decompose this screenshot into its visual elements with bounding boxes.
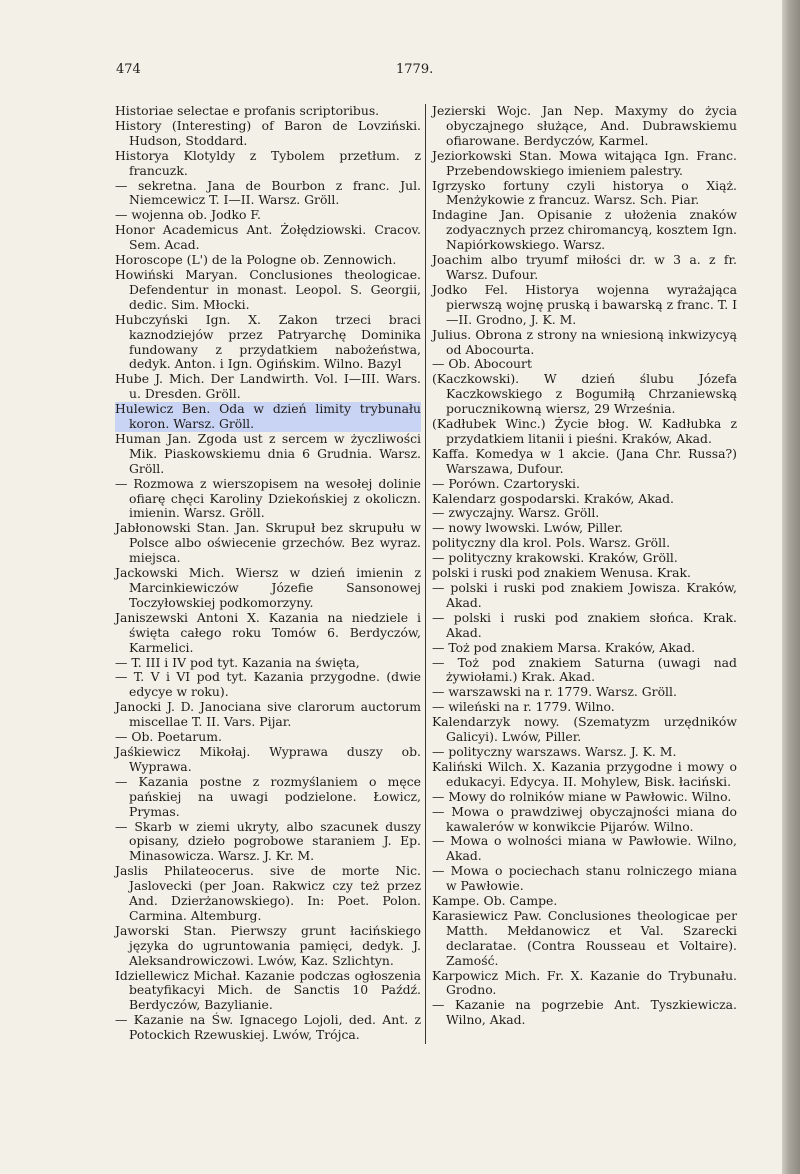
bibliography-entry: Kampe. Ob. Campe. xyxy=(432,893,558,909)
bibliography-entry: (Kaczkowski). W dzień ślubu Józefa Kaczkowskiego z Bogumiłą Chrzaniewską porucznikowną wiersz, 29 Września. xyxy=(432,371,737,417)
bibliography-entry: Karpowicz Mich. Fr. X. Kazanie do Trybunału. Grodno. xyxy=(432,967,737,998)
bibliography-entry: polski i ruski pod znakiem Wenusa. Krak. xyxy=(432,565,691,581)
bibliography-entry: Kalendarzyk nowy. (Szematyzm urzędników Galicyi). Lwów, Piller. xyxy=(432,714,737,745)
bibliography-entry: — polityczny krakowski. Kraków, Gröll. xyxy=(432,550,678,566)
bibliography-entry: Jeziorkowski Stan. Mowa witająca Ign. Franc. Przebendowskiego imieniem palestry. xyxy=(432,147,737,178)
bibliography-entry: polityczny dla krol. Pols. Warsz. Gröll. xyxy=(432,535,671,551)
bibliography-entry: Honor Academicus Ant. Żołędziowski. Cracov. Sem. Acad. xyxy=(115,222,421,253)
bibliography-entry: — Mowy do rolników miane w Pawłowic. Wilno. xyxy=(432,788,732,804)
bibliography-entry: — Mowa o prawdziwej obyczajności miana do kawalerów w konwikcie Pijarów. Wilno. xyxy=(432,803,737,834)
bibliography-entry: — T. III i IV pod tyt. Kazania na święta, xyxy=(115,654,360,670)
bibliography-entry: — Kazanie na Św. Ignacego Lojoli, ded. Ant. z Potockich Rzewuskiej. Lwów, Trójca. xyxy=(115,1012,421,1043)
bibliography-entry: Jaśkiewicz Mikołaj. Wyprawa duszy ob. Wyprawa. xyxy=(115,743,421,774)
bibliography-entry: (Kadłubek Winc.) Życie błog. W. Kadłubka z przydatkiem litanii i pieśni. Kraków, Akad. xyxy=(432,416,737,446)
bibliography-entry: — zwyczajny. Warsz. Gröll. xyxy=(432,505,600,521)
book-page-edge xyxy=(782,0,800,1174)
bibliography-entry: Janocki J. D. Janociana sive clarorum auctorum miscellae T. II. Vars. Pijar. xyxy=(115,699,421,730)
left-column xyxy=(115,104,421,1043)
bibliography-entry: Jackowski Mich. Wiersz w dzień imienin z Marcinkiewiczów Józefie Sansonowej Toczyłowskiej podkomorzyny. xyxy=(115,565,421,610)
bibliography-entry: Jabłonowski Stan. Jan. Skrupuł bez skrupułu w Polsce albo oświecenie grzechów. Bez wyraz. miejsca. xyxy=(115,520,421,566)
bibliography-entry: History (Interesting) of Baron de Lovziński. Hudson, Stoddard. xyxy=(115,117,421,148)
bibliography-entry: Hube J. Mich. Der Landwirth. Vol. I—III. Wars. u. Dresden. Gröll. xyxy=(115,371,421,402)
bibliography-entry: Jezierski Wojc. Jan Nep. Maxymy do życia obyczajnego służące, And. Dubrawskiemu ofiarowane. Berdyczów, Karmel. xyxy=(432,103,737,148)
bibliography-entry: — Mowa o pociechach stanu rolniczego miana w Pawłowie. xyxy=(432,863,737,894)
bibliography-entry: — Ob. Poetarum. xyxy=(115,729,222,745)
bibliography-entry: Kaffa. Komedya w 1 akcie. (Jana Chr. Russa?) Warszawa, Dufour. xyxy=(432,445,737,476)
page-header xyxy=(116,62,726,84)
bibliography-entry: — polityczny warszaws. Warsz. J. K. M. xyxy=(432,743,677,759)
bibliography-entry: — Ob. Abocourt xyxy=(432,356,532,372)
bibliography-entry: — Toż pod znakiem Marsa. Kraków, Akad. xyxy=(432,639,696,655)
highlighted-entry[interactable]: Hulewicz Ben. Oda w dzień limity trybunału koron. Warsz. Gröll. xyxy=(115,401,421,432)
bibliography-entry: Janiszewski Antoni X. Kazania na niedziele i święta całego roku Tomów 6. Berdyczów, Karmelici. xyxy=(115,609,421,655)
bibliography-entry: — wojenna ob. Jodko F. xyxy=(115,207,261,223)
bibliography-entry: — wileński na r. 1779. Wilno. xyxy=(432,699,615,715)
bibliography-entry: Jaworski Stan. Pierwszy grunt łacińskiego języka do ugruntowania pamięci, dedyk. J. Aleksandrowiczowi. Lwów, Kaz. Szlichtyn. xyxy=(115,922,421,968)
bibliography-entry: — polski i ruski pod znakiem Jowisza. Kraków, Akad. xyxy=(432,580,737,610)
bibliography-entry: Igrzysko fortuny czyli historya o Xiąż. Menżykowie z francuz. Warsz. Sch. Piar. xyxy=(432,177,737,208)
bibliography-entry: — Kazanie na pogrzebie Ant. Tyszkiewicza. Wilno, Akad. xyxy=(432,997,737,1028)
bibliography-entry: Howiński Maryan. Conclusiones theologicae. Defendentur in monast. Leopol. S. Georgii, dedic. Sim. Młocki. xyxy=(115,266,421,312)
bibliography-entry: — sekretna. Jana de Bourbon z franc. Jul. Niemcewicz T. I—II. Warsz. Gröll. xyxy=(115,177,421,208)
bibliography-entry: Human Jan. Zgoda ust z sercem w życzliwości Mik. Piaskowskiemu dnia 6 Grudnia. Warsz. Gröll. xyxy=(115,430,421,476)
bibliography-entry: — Porówn. Czartoryski. xyxy=(432,475,580,491)
bibliography-entry: Julius. Obrona z strony na wniesioną inkwizycyą od Abocourta. xyxy=(432,326,737,357)
bibliography-entry: Horoscope (L') de la Pologne ob. Zennowich. xyxy=(115,252,397,268)
right-column xyxy=(432,104,737,1028)
page-number: 474 xyxy=(116,62,141,77)
bibliography-entry: — T. V i VI pod tyt. Kazania przygodne. (dwie edycye w roku). xyxy=(115,669,421,700)
bibliography-entry: Kaliński Wilch. X. Kazania przygodne i mowy o edukacyi. Edycya. II. Mohylew, Bisk. łaciński. xyxy=(432,758,737,789)
bibliography-entry: Idziellewicz Michał. Kazanie podczas ogłoszenia beatyfikacyi Mich. de Sanctis 10 Paźdź. Berdyczów, Bazylianie. xyxy=(115,967,421,1013)
bibliography-entry: — Kazania postne z rozmyślaniem o męce pańskiej na uwagi podzielone. Łowicz, Prymas. xyxy=(115,773,421,819)
bibliography-entry: Joachim albo tryumf miłości dr. w 3 a. z fr. Warsz. Dufour. xyxy=(432,252,737,282)
bibliography-entry: — nowy lwowski. Lwów, Piller. xyxy=(432,520,624,536)
bibliography-entry: — Rozmowa z wierszopisem na wesołej dolinie ofiarę chęci Karoliny Dziekońskiej z okoliczn. imienin. Warsz. Gröll. xyxy=(115,475,421,521)
bibliography-entry: Jaslis Philateocerus. sive de morte Nic. Jaslovecki (per Joan. Rakwicz czy też przez And. Dzierżanowskiego). In: Poet. Polon. Carmina. Altemburg. xyxy=(115,863,421,923)
bibliography-entry: Hubczyński Ign. X. Zakon trzeci braci kaznodziejów przez Patryarchę Dominika fundowany z przydatkiem nabożeństwa, dedyk. Anton. i Ign. Ogińskim. Wilno. Bazyl xyxy=(115,311,421,372)
bibliography-entry: Jodko Fel. Historya wojenna wyrażająca pierwszą wojnę pruską i bawarską z franc. T. I—II. Grodno, J. K. M. xyxy=(432,281,737,327)
bibliography-entry: — Mowa o wolności miana w Pawłowie. Wilno, Akad. xyxy=(432,833,737,864)
bibliography-entry: Historya Klotyldy z Tybolem przetłum. z francuzk. xyxy=(115,147,421,178)
column-divider xyxy=(425,104,426,1044)
bibliography-entry: Historiae selectae e profanis scriptoribus. xyxy=(115,103,380,118)
bibliography-entry: Kalendarz gospodarski. Kraków, Akad. xyxy=(432,490,674,506)
bibliography-entry: — warszawski na r. 1779. Warsz. Gröll. xyxy=(432,684,677,700)
bibliography-entry: — polski i ruski pod znakiem słońca. Krak. Akad. xyxy=(432,609,737,640)
bibliography-entry: — Skarb w ziemi ukryty, albo szacunek duszy opisany, dzieło pogrobowe staraniem J. Ep. Minasowicza. Warsz. J. Kr. M. xyxy=(115,818,421,864)
bibliography-entry: Karasiewicz Paw. Conclusiones theologicae per Matth. Mełdanowicz et Val. Szarecki declaratae. (Contra Rousseau et Voltaire). Zamość. xyxy=(432,907,737,968)
bibliography-entry: Indagine Jan. Opisanie z ułożenia znaków zodyacznych przez chiromancyą, kosztem Ign. Napiórkowskiego. Warsz. xyxy=(432,207,737,253)
running-head-year: 1779. xyxy=(396,62,434,77)
bibliography-entry: — Toż pod znakiem Saturna (uwagi nad żywiołami.) Krak. Akad. xyxy=(432,654,737,685)
